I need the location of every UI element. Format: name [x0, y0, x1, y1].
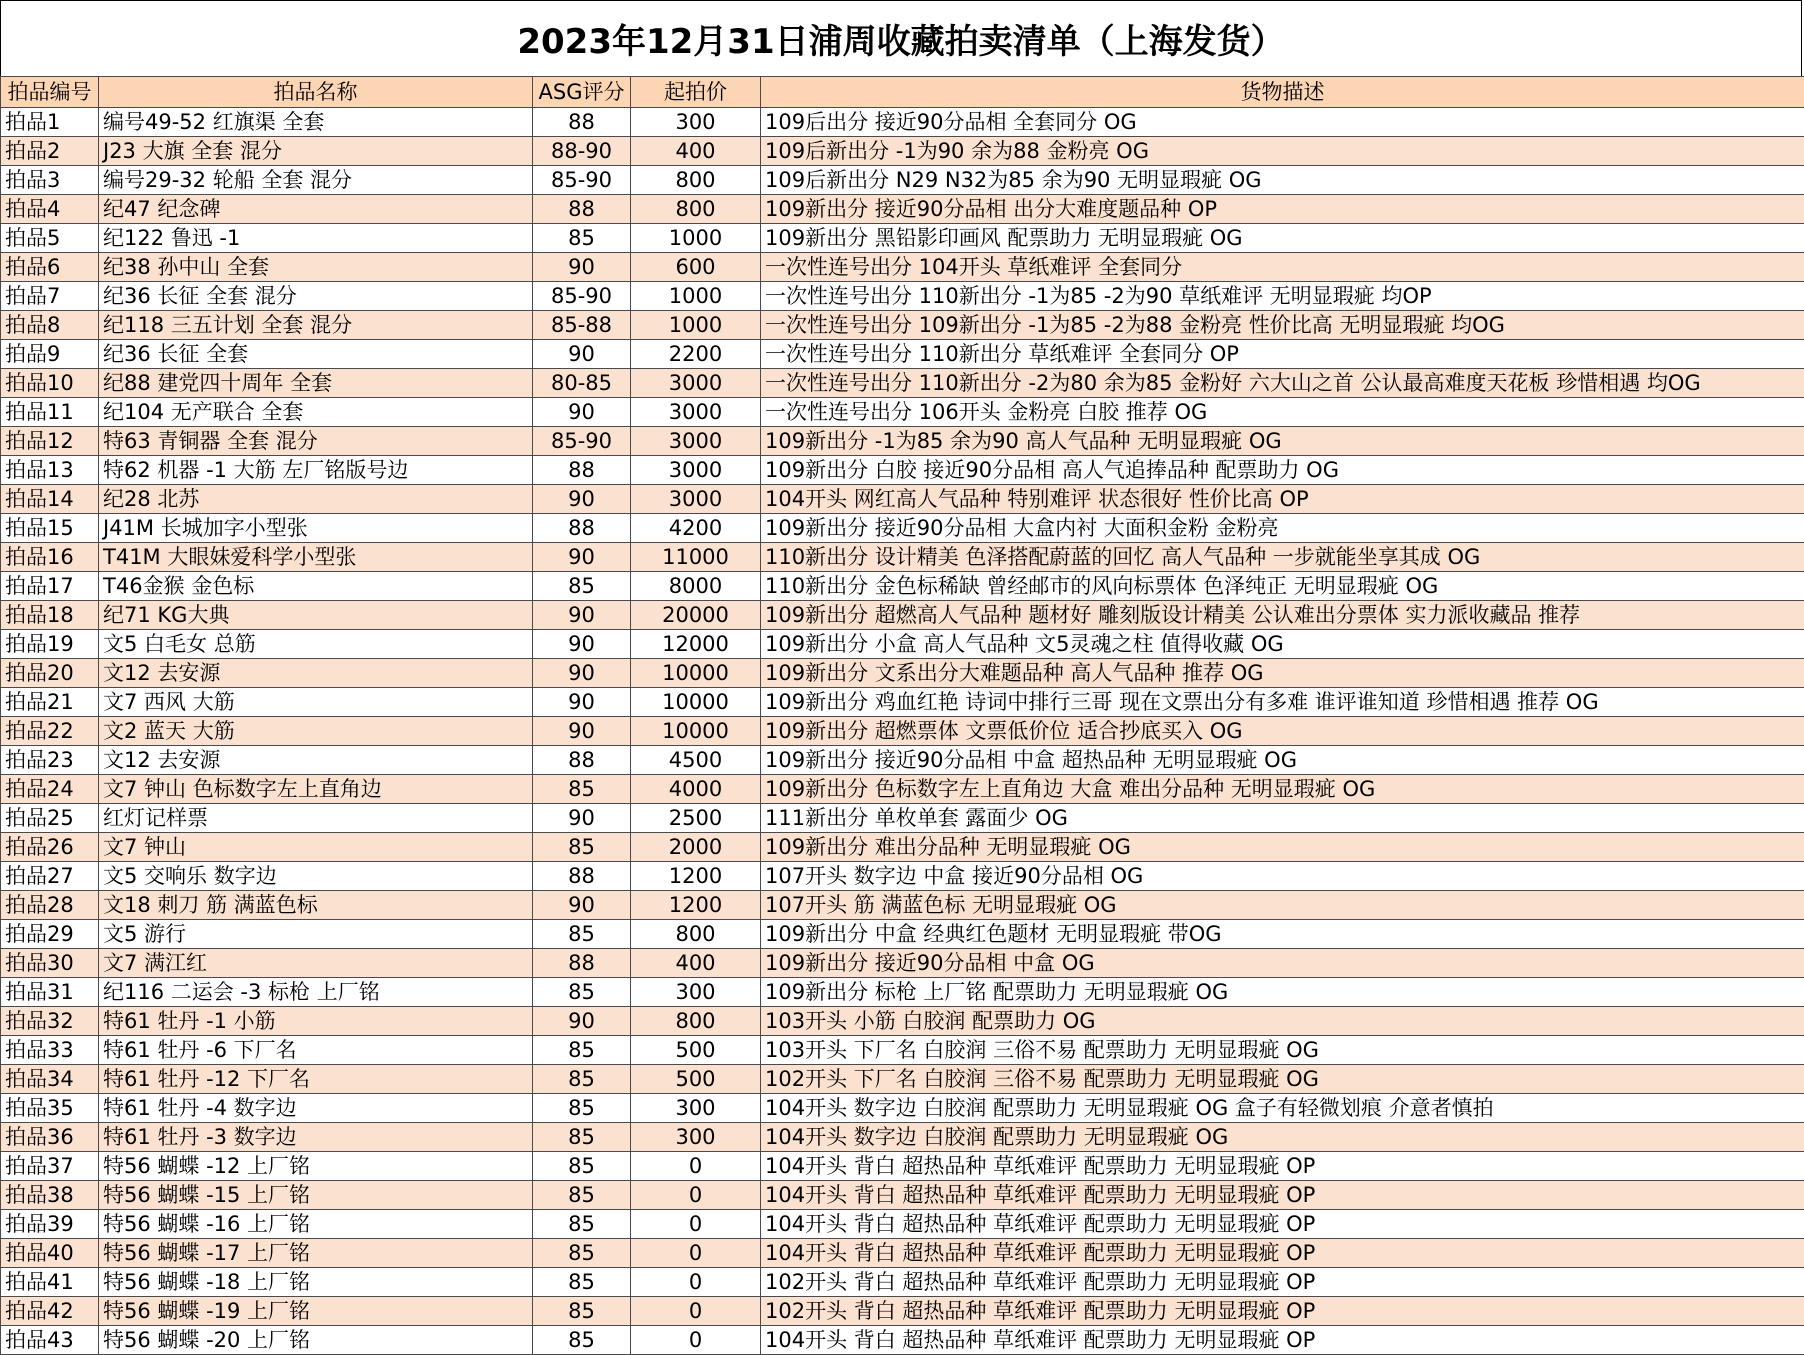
lot-number-cell: 拍品6: [1, 253, 99, 282]
table-row: [1, 891, 1804, 920]
lot-name-cell: 红灯记样票: [99, 804, 533, 833]
starting-price-cell: 0: [631, 1152, 761, 1181]
lot-name-cell: 文5 白毛女 总筋: [99, 630, 533, 659]
description-cell: 109新出分 色标数字左上直角边 大盒 难出分品种 无明显瑕疵 OG: [761, 775, 1804, 804]
description-cell: 109新出分 超燃票体 文票低价位 适合抄底买入 OG: [761, 717, 1804, 746]
table-row: [1, 166, 1804, 195]
lot-name-cell: 编号49-52 红旗渠 全套: [99, 108, 533, 137]
asg-score-cell: 90: [533, 891, 631, 920]
asg-score-cell: 90: [533, 485, 631, 514]
starting-price-cell: 800: [631, 195, 761, 224]
table-row: [1, 369, 1804, 398]
description-cell: 104开头 背白 超热品种 草纸难评 配票助力 无明显瑕疵 OP: [761, 1152, 1804, 1181]
lot-number-cell: 拍品24: [1, 775, 99, 804]
lot-name-cell: 纪116 二运会 -3 标枪 上厂铭: [99, 978, 533, 1007]
starting-price-cell: 8000: [631, 572, 761, 601]
lot-number-cell: 拍品15: [1, 514, 99, 543]
asg-score-cell: 85: [533, 1036, 631, 1065]
starting-price-cell: 2500: [631, 804, 761, 833]
description-cell: 一次性连号出分 110新出分 -1为85 -2为90 草纸难评 无明显瑕疵 均OP: [761, 282, 1804, 311]
description-cell: 104开头 背白 超热品种 草纸难评 配票助力 无明显瑕疵 OP: [761, 1239, 1804, 1268]
lot-name-cell: 特56 蝴蝶 -19 上厂铭: [99, 1297, 533, 1326]
header-asg-score: ASG评分: [533, 77, 631, 108]
table-row: [1, 456, 1804, 485]
starting-price-cell: 800: [631, 1007, 761, 1036]
lot-name-cell: 纪104 无产联合 全套: [99, 398, 533, 427]
starting-price-cell: 0: [631, 1297, 761, 1326]
description-cell: 104开头 网红高人气品种 特别难评 状态很好 性价比高 OP: [761, 485, 1804, 514]
table-row: [1, 1326, 1804, 1355]
lot-number-cell: 拍品14: [1, 485, 99, 514]
lot-name-cell: 特56 蝴蝶 -20 上厂铭: [99, 1326, 533, 1355]
table-row: [1, 253, 1804, 282]
asg-score-cell: 88: [533, 514, 631, 543]
description-cell: 104开头 背白 超热品种 草纸难评 配票助力 无明显瑕疵 OP: [761, 1181, 1804, 1210]
starting-price-cell: 0: [631, 1268, 761, 1297]
lot-name-cell: 编号29-32 轮船 全套 混分: [99, 166, 533, 195]
description-cell: 109新出分 白胶 接近90分品相 高人气追捧品种 配票助力 OG: [761, 456, 1804, 485]
lot-name-cell: 特56 蝴蝶 -17 上厂铭: [99, 1239, 533, 1268]
table-row: [1, 949, 1804, 978]
table-row: [1, 1297, 1804, 1326]
description-cell: 109新出分 -1为85 余为90 高人气品种 无明显瑕疵 OG: [761, 427, 1804, 456]
table-row: [1, 1007, 1804, 1036]
lot-number-cell: 拍品32: [1, 1007, 99, 1036]
table-row: [1, 427, 1804, 456]
table-row: [1, 1152, 1804, 1181]
table-row: [1, 282, 1804, 311]
description-cell: 一次性连号出分 109新出分 -1为85 -2为88 金粉亮 性价比高 无明显瑕疵 均OG: [761, 311, 1804, 340]
starting-price-cell: 4200: [631, 514, 761, 543]
description-cell: 109后新出分 N29 N32为85 余为90 无明显瑕疵 OG: [761, 166, 1804, 195]
table-row: [1, 833, 1804, 862]
starting-price-cell: 4000: [631, 775, 761, 804]
description-cell: 109后新出分 -1为90 余为88 金粉亮 OG: [761, 137, 1804, 166]
starting-price-cell: 300: [631, 978, 761, 1007]
description-cell: 107开头 筋 满蓝色标 无明显瑕疵 OG: [761, 891, 1804, 920]
description-cell: 一次性连号出分 106开头 金粉亮 白胶 推荐 OG: [761, 398, 1804, 427]
asg-score-cell: 90: [533, 398, 631, 427]
asg-score-cell: 85-88: [533, 311, 631, 340]
lot-number-cell: 拍品3: [1, 166, 99, 195]
lot-name-cell: 特56 蝴蝶 -18 上厂铭: [99, 1268, 533, 1297]
asg-score-cell: 88: [533, 195, 631, 224]
table-body: [1, 108, 1804, 1355]
asg-score-cell: 85: [533, 978, 631, 1007]
starting-price-cell: 3000: [631, 456, 761, 485]
description-cell: 一次性连号出分 110新出分 -2为80 余为85 金粉好 六大山之首 公认最高难度天花板 珍惜相遇 均OG: [761, 369, 1804, 398]
starting-price-cell: 10000: [631, 659, 761, 688]
lot-name-cell: T41M 大眼妹爱科学小型张: [99, 543, 533, 572]
lot-number-cell: 拍品4: [1, 195, 99, 224]
table-row: [1, 1123, 1804, 1152]
header-lot-name: 拍品名称: [99, 77, 533, 108]
lot-name-cell: 特61 牡丹 -3 数字边: [99, 1123, 533, 1152]
starting-price-cell: 11000: [631, 543, 761, 572]
asg-score-cell: 85: [533, 572, 631, 601]
lot-name-cell: 特61 牡丹 -4 数字边: [99, 1094, 533, 1123]
asg-score-cell: 85: [533, 775, 631, 804]
lot-name-cell: 特61 牡丹 -1 小筋: [99, 1007, 533, 1036]
lot-name-cell: 文5 游行: [99, 920, 533, 949]
lot-number-cell: 拍品27: [1, 862, 99, 891]
starting-price-cell: 1000: [631, 224, 761, 253]
description-cell: 109新出分 难出分品种 无明显瑕疵 OG: [761, 833, 1804, 862]
table-row: [1, 1065, 1804, 1094]
lot-name-cell: 特61 牡丹 -12 下厂名: [99, 1065, 533, 1094]
starting-price-cell: 4500: [631, 746, 761, 775]
lot-number-cell: 拍品17: [1, 572, 99, 601]
lot-number-cell: 拍品13: [1, 456, 99, 485]
asg-score-cell: 85: [533, 1065, 631, 1094]
lot-name-cell: 特56 蝴蝶 -12 上厂铭: [99, 1152, 533, 1181]
lot-number-cell: 拍品20: [1, 659, 99, 688]
asg-score-cell: 90: [533, 804, 631, 833]
description-cell: 109新出分 接近90分品相 出分大难度题品种 OP: [761, 195, 1804, 224]
description-cell: 109新出分 接近90分品相 大盒内衬 大面积金粉 金粉亮: [761, 514, 1804, 543]
lot-name-cell: 文2 蓝天 大筋: [99, 717, 533, 746]
lot-number-cell: 拍品43: [1, 1326, 99, 1355]
asg-score-cell: 90: [533, 717, 631, 746]
starting-price-cell: 10000: [631, 688, 761, 717]
lot-number-cell: 拍品31: [1, 978, 99, 1007]
table-row: [1, 775, 1804, 804]
lot-number-cell: 拍品12: [1, 427, 99, 456]
table-row: [1, 630, 1804, 659]
description-cell: 109新出分 小盒 高人气品种 文5灵魂之柱 值得收藏 OG: [761, 630, 1804, 659]
table-row: [1, 398, 1804, 427]
starting-price-cell: 1000: [631, 311, 761, 340]
table-row: [1, 920, 1804, 949]
lot-number-cell: 拍品22: [1, 717, 99, 746]
lot-name-cell: 文12 去安源: [99, 746, 533, 775]
header-starting-price: 起拍价: [631, 77, 761, 108]
description-cell: 109后出分 接近90分品相 全套同分 OG: [761, 108, 1804, 137]
description-cell: 109新出分 文系出分大难题品种 高人气品种 推荐 OG: [761, 659, 1804, 688]
lot-number-cell: 拍品40: [1, 1239, 99, 1268]
asg-score-cell: 80-85: [533, 369, 631, 398]
asg-score-cell: 88: [533, 746, 631, 775]
lot-name-cell: 特63 青铜器 全套 混分: [99, 427, 533, 456]
starting-price-cell: 12000: [631, 630, 761, 659]
asg-score-cell: 85: [533, 1123, 631, 1152]
asg-score-cell: 90: [533, 543, 631, 572]
description-cell: 104开头 背白 超热品种 草纸难评 配票助力 无明显瑕疵 OP: [761, 1210, 1804, 1239]
table-row: [1, 1094, 1804, 1123]
lot-number-cell: 拍品23: [1, 746, 99, 775]
description-cell: 103开头 小筋 白胶润 配票助力 OG: [761, 1007, 1804, 1036]
lot-name-cell: 纪47 纪念碑: [99, 195, 533, 224]
starting-price-cell: 500: [631, 1065, 761, 1094]
lot-number-cell: 拍品19: [1, 630, 99, 659]
asg-score-cell: 90: [533, 659, 631, 688]
lot-number-cell: 拍品26: [1, 833, 99, 862]
lot-name-cell: J41M 长城加字小型张: [99, 514, 533, 543]
table-row: [1, 717, 1804, 746]
asg-score-cell: 90: [533, 630, 631, 659]
table-row: [1, 543, 1804, 572]
asg-score-cell: 90: [533, 601, 631, 630]
description-cell: 107开头 数字边 中盒 接近90分品相 OG: [761, 862, 1804, 891]
table-row: [1, 978, 1804, 1007]
asg-score-cell: 85: [533, 1094, 631, 1123]
description-cell: 109新出分 接近90分品相 中盒 超热品种 无明显瑕疵 OG: [761, 746, 1804, 775]
asg-score-cell: 85: [533, 1181, 631, 1210]
description-cell: 104开头 数字边 白胶润 配票助力 无明显瑕疵 OG 盒子有轻微划痕 介意者慎拍: [761, 1094, 1804, 1123]
lot-name-cell: 特61 牡丹 -6 下厂名: [99, 1036, 533, 1065]
lot-number-cell: 拍品37: [1, 1152, 99, 1181]
asg-score-cell: 88-90: [533, 137, 631, 166]
description-cell: 102开头 背白 超热品种 草纸难评 配票助力 无明显瑕疵 OP: [761, 1268, 1804, 1297]
table-row: [1, 659, 1804, 688]
starting-price-cell: 300: [631, 1094, 761, 1123]
asg-score-cell: 85: [533, 1268, 631, 1297]
description-cell: 109新出分 中盒 经典红色题材 无明显瑕疵 带OG: [761, 920, 1804, 949]
table-row: [1, 1239, 1804, 1268]
description-cell: 109新出分 超燃高人气品种 题材好 雕刻版设计精美 公认难出分票体 实力派收藏品 推荐: [761, 601, 1804, 630]
table-row: [1, 688, 1804, 717]
table-row: [1, 195, 1804, 224]
starting-price-cell: 3000: [631, 369, 761, 398]
starting-price-cell: 0: [631, 1181, 761, 1210]
lot-number-cell: 拍品10: [1, 369, 99, 398]
auction-table: [0, 76, 1804, 1355]
asg-score-cell: 88: [533, 456, 631, 485]
starting-price-cell: 500: [631, 1036, 761, 1065]
asg-score-cell: 90: [533, 688, 631, 717]
description-cell: 110新出分 设计精美 色泽搭配蔚蓝的回忆 高人气品种 一步就能坐享其成 OG: [761, 543, 1804, 572]
starting-price-cell: 2200: [631, 340, 761, 369]
header-row: [1, 77, 1804, 108]
starting-price-cell: 0: [631, 1239, 761, 1268]
description-cell: 102开头 背白 超热品种 草纸难评 配票助力 无明显瑕疵 OP: [761, 1297, 1804, 1326]
asg-score-cell: 90: [533, 340, 631, 369]
sheet-title: 2023年12月31日浦周收藏拍卖清单（上海发货）: [0, 0, 1802, 76]
lot-name-cell: 文12 去安源: [99, 659, 533, 688]
description-cell: 104开头 数字边 白胶润 配票助力 无明显瑕疵 OG: [761, 1123, 1804, 1152]
description-cell: 109新出分 黑铅影印画风 配票助力 无明显瑕疵 OG: [761, 224, 1804, 253]
header-lot-number: 拍品编号: [1, 77, 99, 108]
description-cell: 一次性连号出分 104开头 草纸难评 全套同分: [761, 253, 1804, 282]
lot-number-cell: 拍品33: [1, 1036, 99, 1065]
lot-name-cell: 文5 交响乐 数字边: [99, 862, 533, 891]
asg-score-cell: 85-90: [533, 427, 631, 456]
description-cell: 102开头 下厂名 白胶润 三俗不易 配票助力 无明显瑕疵 OG: [761, 1065, 1804, 1094]
description-cell: 109新出分 鸡血红艳 诗词中排行三哥 现在文票出分有多难 谁评谁知道 珍惜相遇 推荐 OG: [761, 688, 1804, 717]
starting-price-cell: 2000: [631, 833, 761, 862]
starting-price-cell: 300: [631, 108, 761, 137]
description-cell: 一次性连号出分 110新出分 草纸难评 全套同分 OP: [761, 340, 1804, 369]
lot-number-cell: 拍品28: [1, 891, 99, 920]
lot-number-cell: 拍品36: [1, 1123, 99, 1152]
lot-number-cell: 拍品2: [1, 137, 99, 166]
lot-name-cell: 纪28 北苏: [99, 485, 533, 514]
lot-number-cell: 拍品21: [1, 688, 99, 717]
lot-name-cell: 纪122 鲁迅 -1: [99, 224, 533, 253]
table-row: [1, 1181, 1804, 1210]
table-row: [1, 572, 1804, 601]
lot-name-cell: 纪38 孙中山 全套: [99, 253, 533, 282]
lot-name-cell: T46金猴 金色标: [99, 572, 533, 601]
lot-name-cell: 文7 西风 大筋: [99, 688, 533, 717]
header-description: 货物描述: [761, 77, 1804, 108]
starting-price-cell: 1200: [631, 862, 761, 891]
lot-number-cell: 拍品5: [1, 224, 99, 253]
lot-name-cell: 特56 蝴蝶 -16 上厂铭: [99, 1210, 533, 1239]
lot-name-cell: 纪71 KG大典: [99, 601, 533, 630]
asg-score-cell: 85-90: [533, 282, 631, 311]
asg-score-cell: 85: [533, 1239, 631, 1268]
lot-name-cell: J23 大旗 全套 混分: [99, 137, 533, 166]
asg-score-cell: 88: [533, 862, 631, 891]
starting-price-cell: 3000: [631, 485, 761, 514]
table-row: [1, 311, 1804, 340]
table-row: [1, 340, 1804, 369]
lot-number-cell: 拍品1: [1, 108, 99, 137]
table-row: [1, 804, 1804, 833]
lot-name-cell: 文7 钟山: [99, 833, 533, 862]
lot-number-cell: 拍品38: [1, 1181, 99, 1210]
lot-number-cell: 拍品18: [1, 601, 99, 630]
description-cell: 110新出分 金色标稀缺 曾经邮市的风向标票体 色泽纯正 无明显瑕疵 OG: [761, 572, 1804, 601]
lot-name-cell: 纪36 长征 全套 混分: [99, 282, 533, 311]
lot-name-cell: 文7 钟山 色标数字左上直角边: [99, 775, 533, 804]
table-row: [1, 224, 1804, 253]
asg-score-cell: 85: [533, 1326, 631, 1355]
description-cell: 103开头 下厂名 白胶润 三俗不易 配票助力 无明显瑕疵 OG: [761, 1036, 1804, 1065]
table-row: [1, 1268, 1804, 1297]
starting-price-cell: 20000: [631, 601, 761, 630]
lot-name-cell: 特62 机器 -1 大筋 左厂铭版号边: [99, 456, 533, 485]
lot-name-cell: 文18 刺刀 筋 满蓝色标: [99, 891, 533, 920]
lot-number-cell: 拍品9: [1, 340, 99, 369]
table-row: [1, 1210, 1804, 1239]
lot-number-cell: 拍品35: [1, 1094, 99, 1123]
starting-price-cell: 400: [631, 137, 761, 166]
starting-price-cell: 1200: [631, 891, 761, 920]
starting-price-cell: 3000: [631, 398, 761, 427]
starting-price-cell: 10000: [631, 717, 761, 746]
description-cell: 111新出分 单枚单套 露面少 OG: [761, 804, 1804, 833]
table-row: [1, 485, 1804, 514]
asg-score-cell: 85: [533, 1297, 631, 1326]
asg-score-cell: 88: [533, 949, 631, 978]
table-row: [1, 514, 1804, 543]
description-cell: 104开头 背白 超热品种 草纸难评 配票助力 无明显瑕疵 OP: [761, 1326, 1804, 1355]
starting-price-cell: 600: [631, 253, 761, 282]
description-cell: 109新出分 标枪 上厂铭 配票助力 无明显瑕疵 OG: [761, 978, 1804, 1007]
lot-name-cell: 文7 满江红: [99, 949, 533, 978]
table-row: [1, 746, 1804, 775]
table-row: [1, 601, 1804, 630]
starting-price-cell: 3000: [631, 427, 761, 456]
description-cell: 109新出分 接近90分品相 中盒 OG: [761, 949, 1804, 978]
starting-price-cell: 0: [631, 1210, 761, 1239]
asg-score-cell: 85: [533, 1210, 631, 1239]
lot-number-cell: 拍品39: [1, 1210, 99, 1239]
lot-number-cell: 拍品30: [1, 949, 99, 978]
table-row: [1, 1036, 1804, 1065]
starting-price-cell: 800: [631, 920, 761, 949]
asg-score-cell: 85-90: [533, 166, 631, 195]
lot-number-cell: 拍品29: [1, 920, 99, 949]
lot-number-cell: 拍品34: [1, 1065, 99, 1094]
asg-score-cell: 90: [533, 253, 631, 282]
lot-number-cell: 拍品25: [1, 804, 99, 833]
lot-number-cell: 拍品42: [1, 1297, 99, 1326]
lot-number-cell: 拍品8: [1, 311, 99, 340]
starting-price-cell: 800: [631, 166, 761, 195]
lot-name-cell: 纪118 三五计划 全套 混分: [99, 311, 533, 340]
table-row: [1, 862, 1804, 891]
starting-price-cell: 400: [631, 949, 761, 978]
lot-name-cell: 纪36 长征 全套: [99, 340, 533, 369]
asg-score-cell: 85: [533, 224, 631, 253]
starting-price-cell: 300: [631, 1123, 761, 1152]
table-row: [1, 137, 1804, 166]
asg-score-cell: 90: [533, 1007, 631, 1036]
lot-number-cell: 拍品16: [1, 543, 99, 572]
asg-score-cell: 85: [533, 920, 631, 949]
asg-score-cell: 88: [533, 108, 631, 137]
lot-number-cell: 拍品7: [1, 282, 99, 311]
starting-price-cell: 0: [631, 1326, 761, 1355]
lot-name-cell: 纪88 建党四十周年 全套: [99, 369, 533, 398]
asg-score-cell: 85: [533, 1152, 631, 1181]
lot-number-cell: 拍品41: [1, 1268, 99, 1297]
lot-number-cell: 拍品11: [1, 398, 99, 427]
asg-score-cell: 85: [533, 833, 631, 862]
lot-name-cell: 特56 蝴蝶 -15 上厂铭: [99, 1181, 533, 1210]
starting-price-cell: 1000: [631, 282, 761, 311]
table-row: [1, 108, 1804, 137]
